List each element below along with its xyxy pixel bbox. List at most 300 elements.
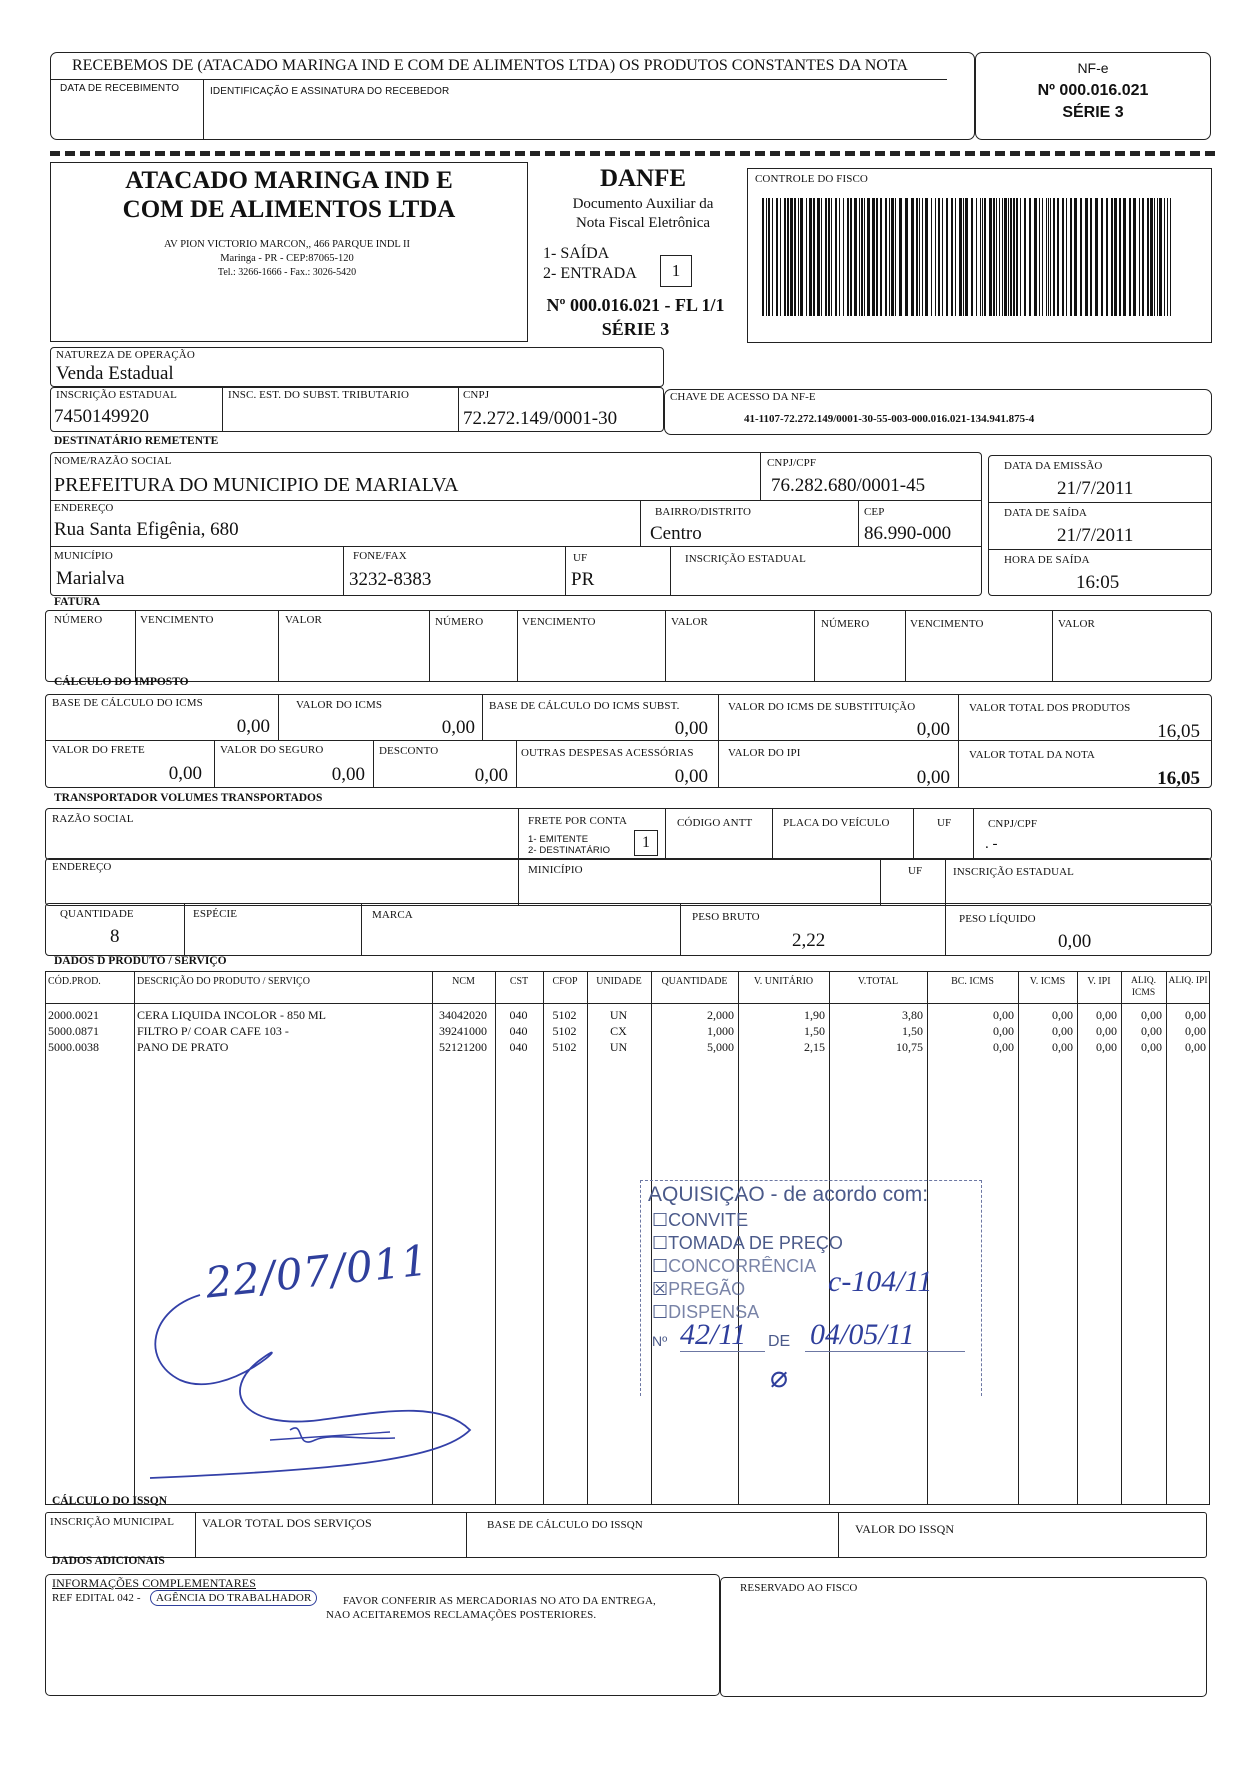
stamp-pregao-note: c-104/11 — [828, 1265, 933, 1298]
product-cell: 34042020 — [439, 1008, 487, 1022]
issqn-base-label: BASE DE CÁLCULO DO ISSQN — [487, 1519, 643, 1531]
barcode-bar — [1119, 198, 1121, 316]
product-cell: 1,90 — [804, 1008, 825, 1022]
barcode-bar — [850, 198, 852, 316]
fisco-label: CONTROLE DO FISCO — [755, 173, 868, 185]
barcode-bar — [1129, 198, 1131, 316]
ie-value: 7450149920 — [54, 406, 149, 427]
danfe-option-saida: 1- SAÍDA — [543, 245, 610, 262]
barcode-bar — [905, 198, 908, 316]
product-cell: 5,000 — [707, 1040, 734, 1054]
barcode-bar — [809, 198, 812, 316]
product-cell: 0,00 — [1185, 1040, 1206, 1054]
recipient-bairro-value: Centro — [650, 523, 702, 544]
seguro-label: VALOR DO SEGURO — [220, 744, 324, 756]
product-cell: 040 — [509, 1008, 528, 1022]
stamp-opt-convite: ☐CONVITE — [652, 1210, 749, 1230]
stamp-de-label: DE — [768, 1333, 791, 1350]
saida-label: DATA DE SAÍDA — [1004, 507, 1087, 519]
product-cell: 0,00 — [1185, 1008, 1206, 1022]
barcode-bar — [1066, 198, 1067, 316]
imposto-section: CÁLCULO DO IMPOSTO — [54, 676, 189, 688]
receipt-date-label: DATA DE RECEBIMENTO — [60, 83, 180, 94]
product-cell: 040 — [509, 1024, 528, 1038]
danfe-series: SÉRIE 3 — [601, 319, 670, 339]
barcode-bar — [762, 198, 764, 316]
handwritten-date: 22/07/011 — [203, 1235, 432, 1308]
additional-info-line2: NAO ACEITAREMOS RECLAMAÇÕES POSTERIORES. — [326, 1609, 597, 1621]
nfe-number: Nº 000.016.021 — [1037, 82, 1149, 99]
additional-section: DADOS ADICIONAIS — [52, 1555, 165, 1567]
barcode-bar — [1142, 198, 1144, 316]
barcode-bar — [1050, 198, 1051, 316]
stamp-initial: ⌀ — [770, 1361, 789, 1394]
stamp-opt-concorrencia: ☐CONCORRÊNCIA — [652, 1256, 817, 1276]
product-description: PANO DE PRATO — [137, 1040, 229, 1054]
chave-value: 41-1107-72.272.149/0001-30-55-003-000.016.021-134.941.875-4 — [744, 413, 1035, 425]
receipt-header-text: RECEBEMOS DE (ATACADO MARINGA IND E COM DE ALIMENTOS LTDA) OS PRODUTOS CONSTANTES DA NOTA — [72, 57, 908, 74]
products-section: DADOS D PRODUTO / SERVIÇO — [54, 955, 227, 967]
ipi-value: 0,00 — [916, 767, 950, 788]
total-prod-label: VALOR TOTAL DOS PRODUTOS — [969, 702, 1131, 714]
barcode-bar — [1046, 198, 1047, 316]
fatura-vencimento-3: VENCIMENTO — [910, 618, 984, 630]
fatura-vencimento-2: VENCIMENTO — [522, 616, 596, 628]
transport-uf-label: UF — [937, 817, 952, 829]
stamp-opt-concorrencia-label: CONCORRÊNCIA — [668, 1256, 817, 1276]
recipient-bairro-label: BAIRRO/DISTRITO — [655, 506, 752, 518]
cnpj-label: CNPJ — [463, 389, 490, 401]
recipient-name-value: PREFEITURA DO MUNICIPIO DE MARIALVA — [54, 474, 459, 496]
transport-antt-label: CÓDIGO ANTT — [677, 817, 753, 829]
barcode-bar — [784, 198, 786, 316]
receipt-sign-label: IDENTIFICAÇÃO E ASSINATURA DO RECEBEDOR — [210, 86, 450, 97]
fatura-box — [45, 610, 1212, 682]
fatura-numero-2: NÚMERO — [435, 616, 484, 628]
barcode-bar — [780, 198, 781, 316]
recipient-municipio-label: MUNICÍPIO — [54, 550, 113, 562]
desconto-value: 0,00 — [474, 765, 508, 786]
barcode-bar — [955, 198, 956, 316]
ie-st-label: INSC. EST. DO SUBST. TRIBUTARIO — [228, 389, 409, 401]
recipient-cep-value: 86.990-000 — [864, 523, 952, 544]
barcode-bar — [839, 198, 840, 316]
transport-frete-label: FRETE POR CONTA — [528, 815, 628, 827]
barcode-bar — [885, 198, 887, 316]
barcode-bar — [963, 198, 964, 316]
stamp-opt-tomada: ☐TOMADA DE PREÇO — [652, 1233, 843, 1253]
recipient-name-label: NOME/RAZÃO SOCIAL — [54, 455, 172, 467]
product-cell: 1,50 — [902, 1024, 923, 1038]
product-header: CFOP — [552, 976, 578, 987]
fatura-valor-3: VALOR — [1058, 618, 1095, 630]
barcode-bar — [1106, 198, 1108, 316]
stamp-opt-pregao-label: PREGÃO — [668, 1279, 746, 1299]
barcode-bar — [1002, 198, 1003, 316]
barcode-bar — [1053, 198, 1055, 316]
transport-cnpj-value: . - — [985, 836, 998, 852]
transport-cnpj-label: CNPJ/CPF — [988, 818, 1038, 830]
saida-value: 21/7/2011 — [1057, 525, 1134, 546]
barcode-bar — [984, 198, 986, 316]
transport-especie-label: ESPÉCIE — [193, 908, 238, 920]
barcode-bar — [976, 198, 977, 316]
product-header: NCM — [452, 976, 475, 987]
danfe-subtitle-1: Documento Auxiliar da — [572, 196, 714, 212]
product-cell: 0,00 — [1096, 1024, 1117, 1038]
transport-placa-label: PLACA DO VEÍCULO — [783, 817, 890, 829]
barcode-bar — [861, 198, 863, 316]
barcode-bar — [931, 198, 932, 316]
barcode — [760, 198, 1180, 320]
hora-label: HORA DE SAÍDA — [1004, 554, 1090, 566]
product-cell: 0,00 — [1096, 1008, 1117, 1022]
barcode-bar — [813, 198, 815, 316]
fatura-valor-2: VALOR — [671, 616, 708, 628]
recipient-section: DESTINATÁRIO REMETENTE — [54, 435, 219, 447]
barcode-bar — [959, 198, 962, 316]
recipient-endereco-label: ENDEREÇO — [54, 502, 114, 514]
transport-razao-label: RAZÃO SOCIAL — [52, 813, 134, 825]
recipient-cep-label: CEP — [864, 506, 885, 518]
product-cell: 0,00 — [1052, 1008, 1073, 1022]
emitter-address-3: Tel.: 3266-1666 - Fax.: 3026-5420 — [217, 267, 357, 278]
barcode-bar — [772, 198, 773, 316]
product-cell: 52121200 — [439, 1040, 487, 1054]
reserved-fisco-label: RESERVADO AO FISCO — [740, 1582, 858, 1594]
signature — [140, 1290, 490, 1480]
barcode-bar — [895, 198, 896, 316]
issqn-valor-label: VALOR DO ISSQN — [855, 1522, 955, 1536]
stamp-date-value: 04/05/11 — [810, 1318, 915, 1351]
seguro-value: 0,00 — [331, 764, 365, 785]
barcode-bar — [1010, 198, 1012, 316]
product-cell: 0,00 — [1141, 1008, 1162, 1022]
barcode-bar — [891, 198, 894, 316]
barcode-bar — [942, 198, 943, 316]
product-cell: 0,00 — [1141, 1040, 1162, 1054]
emissao-value: 21/7/2011 — [1057, 478, 1134, 499]
stamp-numero-value: 42/11 — [680, 1318, 747, 1351]
stamp-opt-pregao: ☒PREGÃO — [652, 1279, 746, 1299]
barcode-bar — [971, 198, 973, 316]
product-cell: 0,00 — [1185, 1024, 1206, 1038]
barcode-bar — [766, 198, 767, 316]
barcode-bar — [794, 198, 796, 316]
hora-value: 16:05 — [1076, 572, 1120, 593]
product-cell: 0,00 — [993, 1008, 1014, 1022]
issqn-total-label: VALOR TOTAL DOS SERVIÇOS — [202, 1516, 372, 1530]
product-cell: 0,00 — [1141, 1024, 1162, 1038]
emitter-name-2: COM DE ALIMENTOS LTDA — [122, 196, 456, 223]
transport-frete-opt1: 1- EMITENTE — [528, 834, 589, 845]
product-cell: 0,00 — [1052, 1040, 1073, 1054]
ie-label: INSCRIÇÃO ESTADUAL — [56, 389, 178, 401]
barcode-bar — [1020, 198, 1021, 316]
barcode-bar — [806, 198, 807, 316]
barcode-bar — [965, 198, 968, 316]
barcode-bar — [1133, 198, 1136, 316]
valor-subst-value: 0,00 — [916, 719, 950, 740]
transport-uf2-label: UF — [908, 865, 923, 877]
product-cell: 5102 — [552, 1024, 577, 1038]
desconto-label: DESCONTO — [379, 745, 439, 757]
transport-endereco-label: ENDEREÇO — [52, 861, 112, 873]
barcode-bar — [800, 198, 803, 316]
product-cell: 2000.0021 — [48, 1008, 99, 1022]
recipient-municipio-value: Marialva — [56, 568, 125, 589]
emitter-name-1: ATACADO MARINGA IND E — [125, 167, 453, 194]
barcode-bar — [925, 198, 928, 316]
barcode-bar — [787, 198, 789, 316]
product-header: CÓD.PROD. — [48, 976, 101, 987]
natureza-label: NATUREZA DE OPERAÇÃO — [56, 349, 195, 361]
stamp-title: AQUISIÇAO - de acordo com: — [648, 1183, 929, 1206]
cut-line — [50, 151, 1215, 156]
barcode-bar — [999, 198, 1000, 316]
recipient-cnpj-value: 76.282.680/0001-45 — [771, 475, 926, 496]
product-cell: 1,50 — [804, 1024, 825, 1038]
stamp-opt-dispensa: ☐DISPENSA — [652, 1302, 760, 1322]
barcode-bar — [876, 198, 878, 316]
barcode-bar — [996, 198, 997, 316]
product-header: QUANTIDADE — [661, 976, 728, 987]
barcode-bar — [938, 198, 940, 316]
frete-value: 0,00 — [168, 763, 202, 784]
barcode-bar — [911, 198, 914, 316]
transport-marca-label: MARCA — [372, 909, 413, 921]
barcode-bar — [1114, 198, 1117, 316]
product-description: CERA LIQUIDA INCOLOR - 850 ML — [137, 1008, 326, 1022]
issqn-insc-label: INSCRIÇÃO MUNICIPAL — [50, 1516, 175, 1528]
transport-frete-value: 1 — [634, 830, 658, 856]
additional-info-c: FAVOR CONFERIR AS MERCADORIAS NO ATO DA ENTREGA, — [343, 1595, 656, 1607]
ipi-label: VALOR DO IPI — [728, 747, 801, 759]
recipient-uf-value: PR — [571, 569, 595, 590]
product-header: ALIQ. ICMS — [1130, 976, 1157, 998]
barcode-bar — [1095, 198, 1098, 316]
product-cell: 1,000 — [707, 1024, 734, 1038]
barcode-bar — [867, 198, 870, 316]
barcode-bar — [899, 198, 902, 316]
barcode-bar — [880, 198, 882, 316]
barcode-bar — [1154, 198, 1155, 316]
peso-liq-value: 0,00 — [1058, 931, 1092, 952]
danfe-title: DANFE — [599, 165, 687, 192]
barcode-bar — [854, 198, 857, 316]
barcode-bar — [1123, 198, 1126, 316]
barcode-bar — [1029, 198, 1031, 316]
recipient-endereco-value: Rua Santa Efigênia, 680 — [54, 519, 239, 540]
base-subst-value: 0,00 — [674, 718, 708, 739]
recipient-cnpj-label: CNPJ/CPF — [767, 457, 817, 469]
product-cell: 0,00 — [1096, 1040, 1117, 1054]
stamp-opt-convite-label: CONVITE — [668, 1210, 749, 1230]
product-cell: 040 — [509, 1040, 528, 1054]
barcode-bar — [1039, 198, 1040, 316]
base-subst-label: BASE DE CÁLCULO DO ICMS SUBST. — [489, 700, 680, 712]
product-cell: 39241000 — [439, 1024, 487, 1038]
transport-frete-opt2: 2- DESTINATÁRIO — [528, 845, 611, 856]
product-header: DESCRIÇÃO DO PRODUTO / SERVIÇO — [137, 976, 310, 987]
nfe-series: SÉRIE 3 — [1062, 104, 1124, 121]
fatura-section: FATURA — [54, 596, 101, 608]
total-nota-value: 16,05 — [1157, 768, 1200, 789]
stamp-opt-tomada-label: TOMADA DE PREÇO — [668, 1233, 843, 1253]
barcode-bar — [980, 198, 981, 316]
barcode-bar — [1024, 198, 1026, 316]
valor-subst-label: VALOR DO ICMS DE SUBSTITUIÇÃO — [728, 701, 916, 713]
product-header: V.TOTAL — [857, 976, 899, 987]
outras-label: OUTRAS DESPESAS ACESSÓRIAS — [521, 747, 694, 759]
barcode-bar — [1101, 198, 1103, 316]
barcode-bar — [776, 198, 778, 316]
barcode-bar — [847, 198, 849, 316]
product-cell: 2,000 — [707, 1008, 734, 1022]
product-header: ALIQ. IPI — [1168, 976, 1208, 986]
barcode-bar — [825, 198, 827, 316]
product-cell: 5102 — [552, 1040, 577, 1054]
product-cell: UN — [609, 1008, 628, 1022]
emissao-label: DATA DA EMISSÃO — [1004, 460, 1103, 472]
transport-municipio-label: MINICÍPIO — [528, 864, 583, 876]
outras-value: 0,00 — [674, 766, 708, 787]
barcode-bar — [790, 198, 793, 316]
barcode-bar — [1080, 198, 1082, 316]
recipient-ie-label: INSCRIÇÃO ESTADUAL — [685, 553, 807, 565]
barcode-bar — [831, 198, 832, 316]
total-nota-label: VALOR TOTAL DA NOTA — [969, 749, 1095, 761]
barcode-bar — [919, 198, 920, 316]
emitter-address-1: AV PION VICTORIO MARCON,, 466 PARQUE INDL II — [163, 239, 411, 250]
fatura-valor-1: VALOR — [285, 614, 322, 626]
product-cell: 5102 — [552, 1008, 577, 1022]
product-header: UNIDADE — [596, 976, 642, 987]
product-header: V. IPI — [1087, 976, 1111, 987]
cnpj-value: 72.272.149/0001-30 — [463, 408, 618, 429]
product-header: BC. ICMS — [951, 976, 994, 987]
issqn-section: CÁLCULO DO ISSQN — [52, 1495, 168, 1507]
barcode-bar — [946, 198, 948, 316]
stamp-numero-prefix: Nº — [652, 1333, 668, 1349]
barcode-bar — [872, 198, 875, 316]
barcode-bar — [1013, 198, 1015, 316]
recipient-fone-label: FONE/FAX — [353, 550, 407, 562]
danfe-number: Nº 000.016.021 - FL 1/1 — [546, 295, 725, 315]
barcode-bar — [835, 198, 837, 316]
barcode-bar — [935, 198, 936, 316]
transport-row1 — [45, 808, 1212, 860]
barcode-bar — [768, 198, 770, 316]
barcode-bar — [1048, 198, 1049, 316]
transport-qtd-label: QUANTIDADE — [60, 908, 134, 920]
product-cell: 5000.0871 — [48, 1024, 99, 1038]
additional-info-b: AGÊNCIA DO TRABALHADOR — [150, 1590, 317, 1606]
barcode-bar — [1085, 198, 1088, 316]
peso-liq-label: PESO LÍQUIDO — [959, 913, 1036, 925]
barcode-bar — [951, 198, 953, 316]
frete-label: VALOR DO FRETE — [52, 744, 145, 756]
fatura-numero-1: NÚMERO — [54, 614, 103, 626]
reserved-fisco-box — [720, 1577, 1207, 1697]
product-cell: UN — [609, 1040, 628, 1054]
product-cell: 3,80 — [902, 1008, 923, 1022]
valor-icms-label: VALOR DO ICMS — [296, 699, 383, 711]
product-cell: 2,15 — [804, 1040, 825, 1054]
natureza-value: Venda Estadual — [56, 363, 174, 384]
recipient-fone-value: 3232-8383 — [349, 569, 432, 590]
chave-label: CHAVE DE ACESSO DA NF-E — [670, 391, 816, 403]
product-cell: 10,75 — [896, 1040, 923, 1054]
barcode-bar — [1167, 198, 1168, 316]
barcode-bar — [1139, 198, 1140, 316]
product-cell: 5000.0038 — [48, 1040, 99, 1054]
barcode-bar — [1042, 198, 1043, 316]
barcode-bar — [1170, 198, 1171, 316]
product-header: V. ICMS — [1029, 976, 1066, 987]
product-header: CST — [509, 976, 529, 987]
recipient-uf-label: UF — [573, 552, 588, 564]
product-cell: CX — [610, 1024, 627, 1038]
barcode-bar — [817, 198, 820, 316]
nfe-label: NF-e — [1077, 60, 1109, 76]
transport-qtd-value: 8 — [110, 926, 120, 947]
fatura-numero-3: NÚMERO — [821, 618, 870, 630]
barcode-bar — [1150, 198, 1153, 316]
barcode-bar — [798, 198, 799, 316]
barcode-bar — [828, 198, 830, 316]
barcode-bar — [1147, 198, 1149, 316]
barcode-bar — [1074, 198, 1077, 316]
base-icms-label: BASE DE CÁLCULO DO ICMS — [52, 697, 203, 709]
emitter-address-2: Maringa - PR - CEP:87065-120 — [220, 253, 354, 264]
barcode-bar — [993, 198, 995, 316]
product-cell: 0,00 — [993, 1040, 1014, 1054]
valor-icms-value: 0,00 — [441, 717, 475, 738]
barcode-bar — [864, 198, 865, 316]
barcode-bar — [1062, 198, 1064, 316]
barcode-bar — [1090, 198, 1092, 316]
barcode-bar — [1034, 198, 1037, 316]
base-icms-value: 0,00 — [236, 716, 270, 737]
barcode-bar — [1159, 198, 1162, 316]
barcode-bar — [1008, 198, 1009, 316]
additional-info-a: REF EDITAL 042 - — [52, 1592, 141, 1604]
barcode-bar — [889, 198, 890, 316]
barcode-bar — [1004, 198, 1007, 316]
barcode-bar — [1057, 198, 1059, 316]
barcode-bar — [916, 198, 918, 316]
peso-bruto-value: 2,22 — [792, 930, 826, 951]
danfe-type-box: 1 — [660, 255, 692, 287]
additional-info-label: INFORMAÇÕES COMPLEMENTARES — [52, 1576, 256, 1590]
product-header: V. UNITÁRIO — [753, 976, 814, 987]
product-description: FILTRO P/ COAR CAFE 103 - — [137, 1024, 289, 1038]
product-cell: 0,00 — [993, 1024, 1014, 1038]
barcode-bar — [922, 198, 923, 316]
barcode-bar — [1157, 198, 1158, 316]
barcode-bar — [859, 198, 860, 316]
barcode-bar — [1111, 198, 1113, 316]
danfe-option-entrada: 2- ENTRADA — [543, 265, 637, 282]
transport-section: TRANSPORTADOR VOLUMES TRANSPORTADOS — [54, 792, 323, 804]
barcode-bar — [821, 198, 822, 316]
peso-bruto-label: PESO BRUTO — [692, 911, 760, 923]
stamp-opt-dispensa-label: DISPENSA — [668, 1302, 760, 1322]
product-cell: 0,00 — [1052, 1024, 1073, 1038]
barcode-bar — [1164, 198, 1165, 316]
barcode-bar — [989, 198, 992, 316]
